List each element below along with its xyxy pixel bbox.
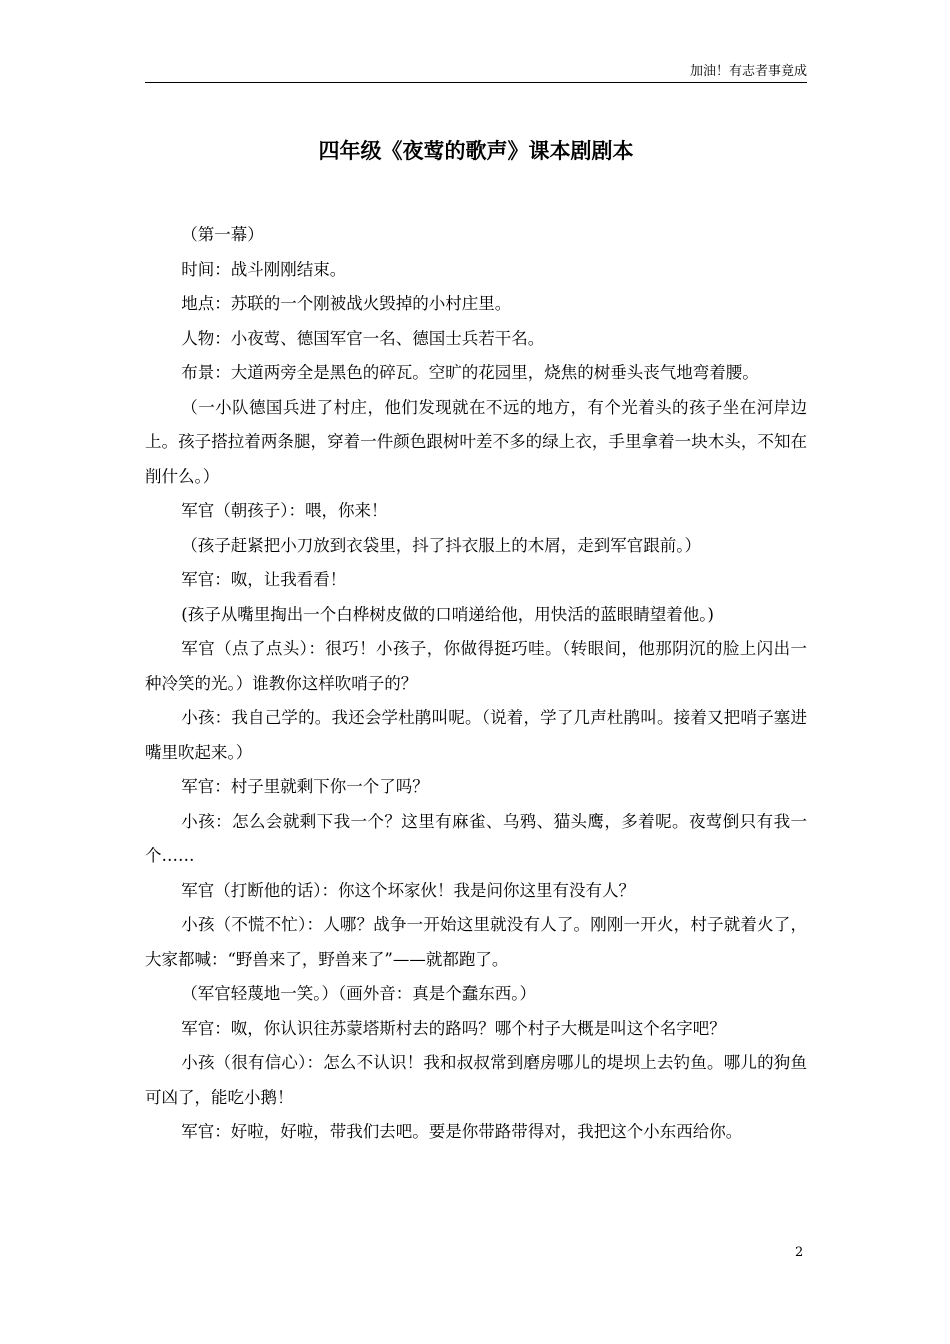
paragraph-dialogue: 军官（打断他的话）：你这个坏家伙！我是问你这里有没有人？ bbox=[181, 880, 636, 900]
paragraph-stage-direction: (孩子从嘴里掏出一个白桦树皮做的口哨递给他，用快活的蓝眼睛望着他。) bbox=[181, 604, 714, 624]
paragraph-dialogue: 小孩（很有信心）：怎么不认识！我和叔叔常到磨房哪儿的堤坝上去钓鱼。哪儿的狗鱼可凶了，能吃小鹅！ bbox=[145, 1053, 807, 1107]
document-body bbox=[145, 218, 807, 1150]
paragraph-dialogue: 小孩：怎么会就剩下我一个？这里有麻雀、乌鸦、猫头鹰，多着呢。夜莺倒只有我一个…… bbox=[145, 811, 807, 865]
paragraph-place: 地点：苏联的一个刚被战火毁掉的小村庄里。 bbox=[181, 294, 512, 313]
paragraph-dialogue: 军官：好啦，好啦，带我们去吧。要是你带路带得对，我把这个小东西给你。 bbox=[181, 1122, 743, 1141]
paragraph-characters: 人物：小夜莺、德国军官一名、德国士兵若干名。 bbox=[181, 328, 545, 348]
paragraph-dialogue: 军官（朝孩子）：喂，你来！ bbox=[181, 501, 388, 520]
paragraph-scenery: 布景：大道两旁全是黑色的碎瓦。空旷的花园里，烧焦的树垂头丧气地弯着腰。 bbox=[181, 363, 759, 382]
paragraph-dialogue: 军官（点了点头）：很巧！小孩子，你做得挺巧哇。（转眼间，他那阴沉的脸上闪出一种冷笑的光。）谁教你这样吹哨子的？ bbox=[145, 639, 807, 693]
paragraph-act-label: （第一幕） bbox=[181, 225, 264, 244]
paragraph-stage-direction: （军官轻蔑地一笑。）（画外音：真是个蠢东西。） bbox=[181, 984, 537, 1003]
paragraph-dialogue: 小孩（不慌不忙）：人哪？战争一开始这里就没有人了。刚刚一开火，村子就着火了，大家都喊：“野兽来了，野兽来了”——就都跑了。 bbox=[145, 915, 807, 969]
paragraph-dialogue: 军官：呶，你认识往苏蒙塔斯村去的路吗？哪个村子大概是叫这个名字吧？ bbox=[181, 1018, 726, 1038]
paragraph-stage-direction: （孩子赶紧把小刀放到衣袋里，抖了抖衣服上的木屑，走到军官跟前。） bbox=[181, 535, 702, 555]
header-motto: 加油！有志者事竟成 bbox=[689, 64, 807, 79]
paragraph-dialogue: 军官：呶，让我看看！ bbox=[181, 570, 347, 589]
paragraph-time: 时间：战斗刚刚结束。 bbox=[181, 259, 347, 279]
paragraph-dialogue: 小孩：我自己学的。我还会学杜鹃叫呢。（说着，学了几声杜鹃叫。接着又把哨子塞进嘴里吹起来。） bbox=[145, 708, 807, 762]
page-header bbox=[145, 62, 807, 83]
paragraph-dialogue: 军官：村子里就剩下你一个了吗？ bbox=[181, 777, 429, 796]
document-title: 四年级《夜莺的歌声》课本剧剧本 bbox=[318, 138, 634, 163]
paragraph-stage-direction: （一小队德国兵进了村庄，他们发现就在不远的地方，有个光着头的孩子坐在河岸边上。孩子搭拉着两条腿，穿着一件颜色跟树叶差不多的绿上衣，手里拿着一块木头，不知在削什么。） bbox=[145, 397, 807, 486]
page-number: 2 bbox=[795, 1245, 804, 1260]
